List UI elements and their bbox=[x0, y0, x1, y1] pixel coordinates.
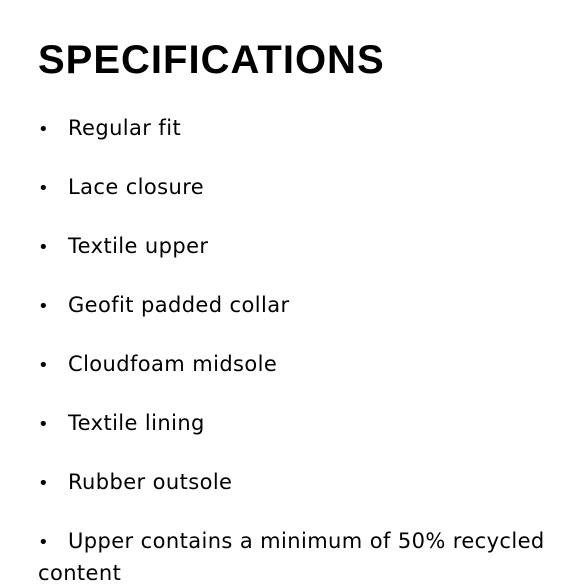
spec-item-regular-fit bbox=[38, 113, 558, 145]
spec-item-textile-lining bbox=[38, 408, 558, 440]
bullet-icon: • bbox=[38, 355, 50, 376]
spec-item-label: Textile upper bbox=[68, 234, 209, 258]
spec-item-cloudfoam-midsole bbox=[38, 349, 558, 381]
spec-item-label: Geofit padded collar bbox=[68, 293, 290, 317]
bullet-icon: • bbox=[38, 237, 50, 258]
spec-item-textile-upper bbox=[38, 231, 558, 263]
bullet-icon: • bbox=[38, 532, 50, 553]
spec-item-label: Textile lining bbox=[68, 411, 205, 435]
bullet-icon: • bbox=[38, 296, 50, 317]
spec-item-label: Regular fit bbox=[68, 116, 182, 140]
bullet-icon: • bbox=[38, 473, 50, 494]
spec-item-label: Rubber outsole bbox=[68, 470, 233, 494]
section-title: SPECIFICATIONS bbox=[38, 38, 385, 82]
bullet-icon: • bbox=[38, 178, 50, 199]
bullet-icon: • bbox=[38, 119, 50, 140]
spec-item-recycled-content bbox=[38, 526, 558, 588]
spec-item-geofit-padded-collar bbox=[38, 290, 558, 322]
spec-item-label: Lace closure bbox=[68, 175, 205, 199]
bullet-icon: • bbox=[38, 414, 50, 435]
spec-item-label: Upper contains a minimum of 50% recycled content bbox=[38, 529, 545, 585]
specifications-section bbox=[38, 34, 558, 588]
spec-item-lace-closure bbox=[38, 172, 558, 204]
spec-item-rubber-outsole bbox=[38, 467, 558, 499]
spec-item-label: Cloudfoam midsole bbox=[68, 352, 278, 376]
specifications-list bbox=[38, 113, 558, 588]
